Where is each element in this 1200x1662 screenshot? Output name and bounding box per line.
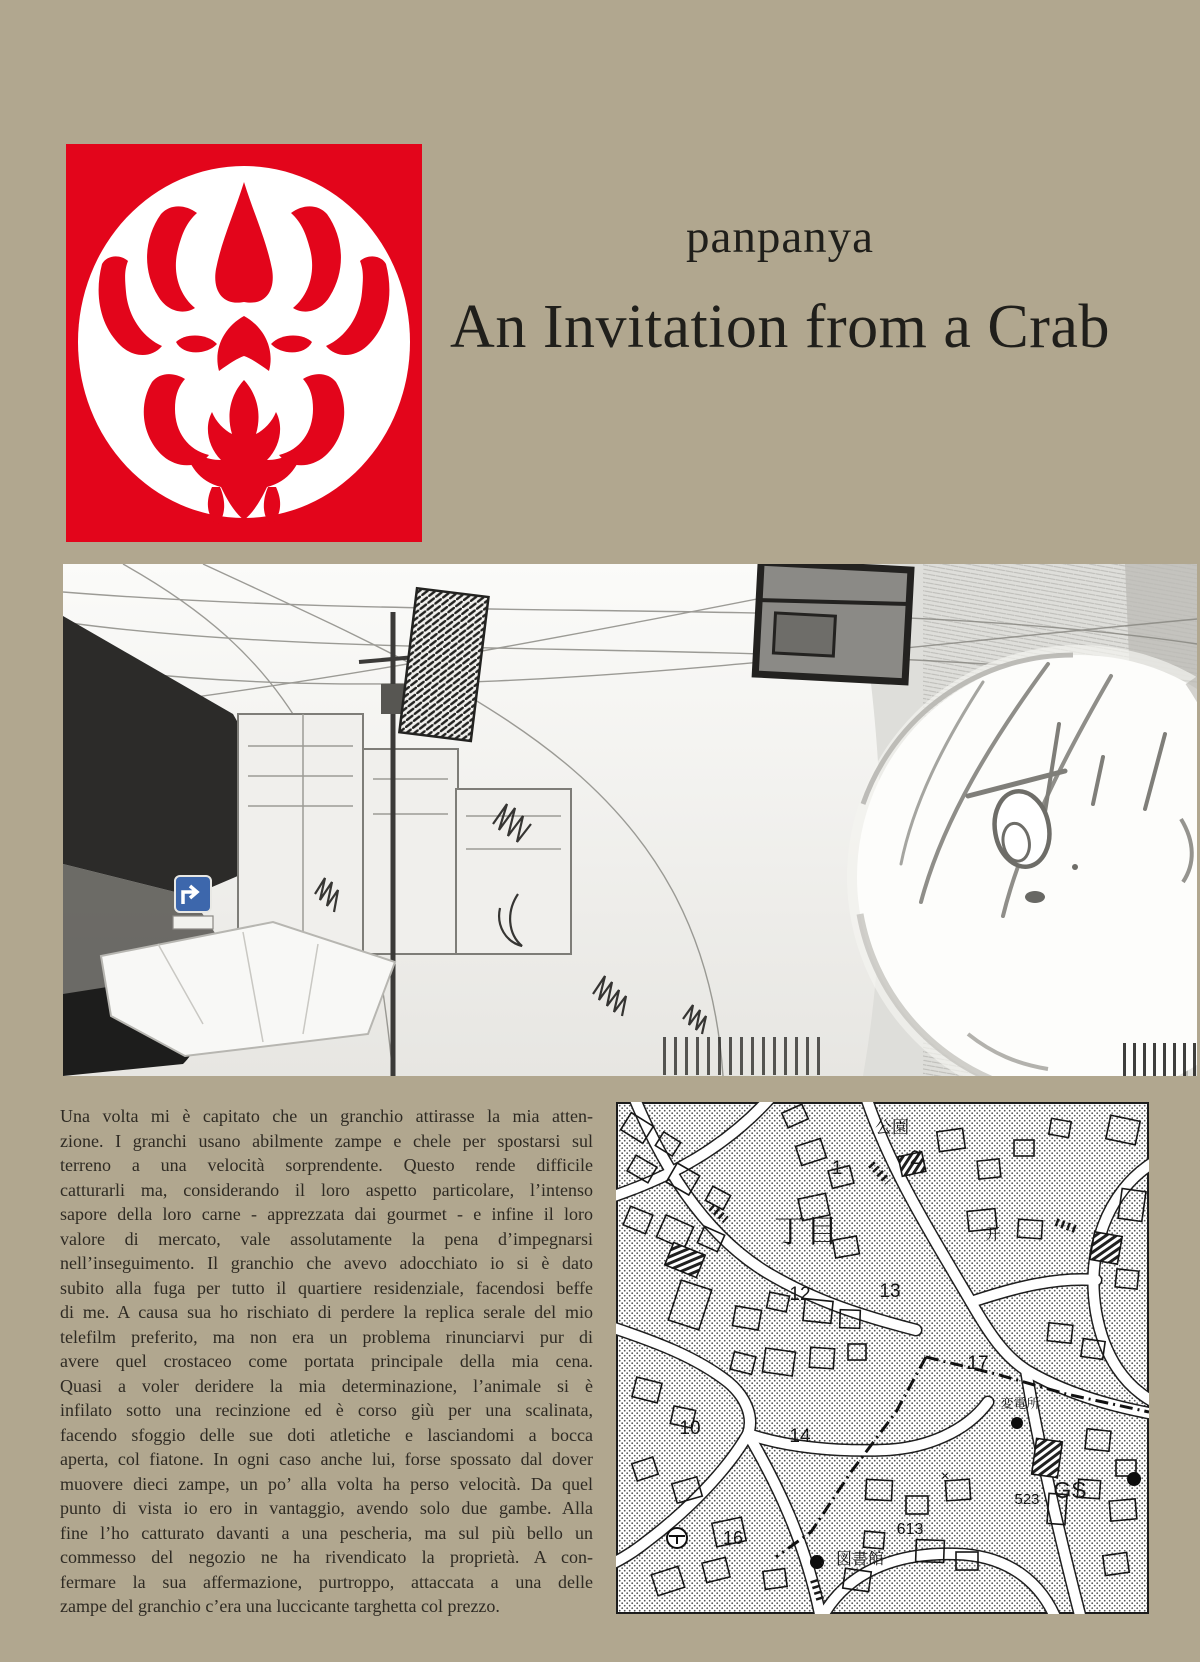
window-frame — [755, 564, 911, 682]
neighborhood-map — [616, 1102, 1149, 1614]
substation-dot — [1011, 1417, 1023, 1429]
article-line: zampe del granchio c’era una luccicante targhetta col prezzo. — [60, 1596, 500, 1616]
map-label-kai: 开 — [985, 1226, 1001, 1243]
article-line: muovere dieci zampe, un po’ alla volta ha perso velocità. Da quel — [60, 1473, 593, 1494]
article-line: Quasi a voler deridere la mia determinazione, l’animale si è — [60, 1375, 593, 1396]
mouth — [1025, 891, 1045, 903]
article-line: valore di mercato, vale assolutamente la pena d’impegnarsi — [60, 1228, 593, 1249]
map-label-10: 10 — [679, 1418, 701, 1439]
map-label-16: 16 — [722, 1528, 744, 1548]
street-sketch-illustration — [63, 564, 1197, 1076]
map-label-library: 図書館 — [835, 1551, 885, 1568]
map-label-613: 613 — [896, 1521, 924, 1538]
town-symbol-icon — [667, 1528, 687, 1548]
article-line: punto di vista io ero in vantaggio, avendo solo due gambe. Alla — [60, 1498, 593, 1518]
map-label-cross: × — [940, 1468, 950, 1485]
crab-emblem-logo — [66, 144, 422, 542]
article-line: infilato sotto una recinzione ed è corso giù per una scalinata, — [60, 1400, 593, 1420]
map-label-1: 1 — [831, 1158, 843, 1179]
library-dot — [810, 1555, 824, 1569]
map-label-13: 13 — [879, 1281, 901, 1302]
article-text — [60, 1104, 593, 1619]
article-line: fermare la sua affermazione, purtroppo, attaccata a una delle — [60, 1571, 593, 1592]
author-name: panpanya — [685, 211, 875, 263]
neighborhood-map-svg — [616, 1102, 1149, 1614]
article-line: di me. A causa sua ho rischiato di perdere la replica serale del mio — [60, 1302, 593, 1322]
article-line: zione. I granchi usano abilmente zampe e chele per spostarsi sul — [60, 1130, 593, 1151]
article-line: telefilm preferito, ma non era un problema rinunciarvi pur di — [60, 1326, 593, 1347]
map-label-12: 12 — [789, 1284, 811, 1305]
crab-emblem-icon — [66, 144, 422, 542]
map-label-gs: GS — [1053, 1477, 1087, 1503]
article-line: sapore della loro carne - apprezzata dai gourmet - e infine il loro — [60, 1204, 593, 1224]
map-label-523: 523 — [1014, 1491, 1040, 1508]
map-label-substation: 変電所 — [1000, 1396, 1040, 1411]
map-label-17: 17 — [967, 1353, 989, 1374]
article-line: fine l’ho catturato davanti a una pescheria, ma sul più bello un — [60, 1522, 593, 1543]
map-label-park: 公園 — [875, 1118, 909, 1137]
article-line: catturarli ma, considerando il loro aspetto particolare, l’intenso — [60, 1179, 593, 1200]
article-line: aperta, col fiatone. In ogni caso anche lui, forse spossato dal dover — [60, 1449, 593, 1469]
traffic-sign-icon — [173, 876, 213, 929]
gas-station-dot — [1127, 1472, 1141, 1486]
map-label-2: 2 — [909, 1148, 921, 1169]
street-sketch-svg — [63, 564, 1197, 1076]
article-line: commesso del negozio ne ha rivendicato la proprietà. A con- — [60, 1547, 593, 1567]
article-line: terreno a una velocità sorprendente. Questo rende difficile — [60, 1155, 593, 1175]
map-label-chome: 丁目 — [773, 1213, 839, 1249]
article-line: facendo sfoggio delle sue doti atletiche e lasciandomi a bocca — [60, 1424, 593, 1445]
map-label-14: 14 — [789, 1426, 811, 1447]
article-line: subito alla fuga per tutto il quartiere residenziale, facendosi beffe — [60, 1277, 593, 1298]
article-line: nell’inseguimento. Il granchio che avevo adocchiato io si è dato — [60, 1253, 593, 1273]
page-title: An Invitation from a Crab — [450, 293, 1110, 361]
article-line: avere quel crostaceo come portata principale della mia cena. — [60, 1351, 593, 1371]
article-line: Una volta mi è capitato che un granchio attirasse la mia atten- — [60, 1106, 593, 1126]
